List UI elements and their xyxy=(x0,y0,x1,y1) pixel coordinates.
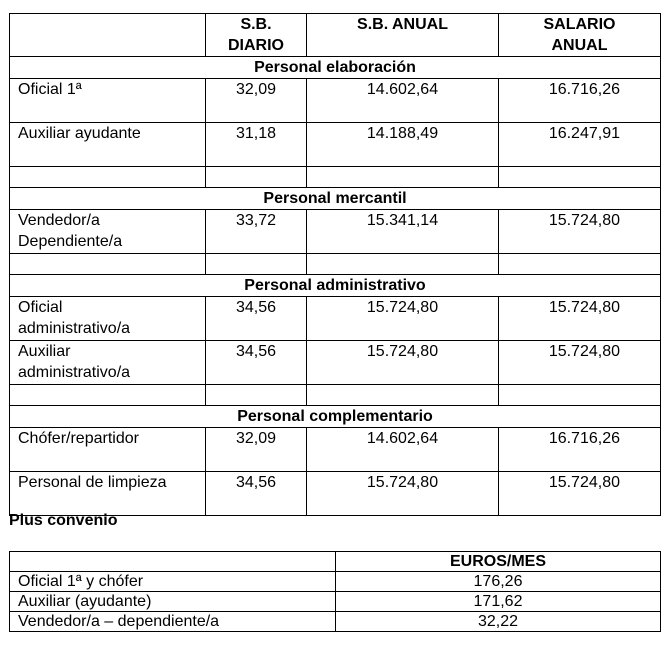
section-title: Personal complementario xyxy=(10,406,661,428)
sb-diario-cell: 34,56 xyxy=(206,297,307,341)
salario-anual-cell: 16.716,26 xyxy=(499,428,661,472)
section-row xyxy=(10,57,661,79)
empty-cell xyxy=(307,385,499,406)
table-row xyxy=(10,341,661,385)
empty-cell xyxy=(307,167,499,188)
plus-row xyxy=(10,612,661,632)
empty-cell xyxy=(10,385,206,406)
section-row xyxy=(10,406,661,428)
empty-cell xyxy=(307,254,499,275)
header-sb-anual: S.B. ANUAL xyxy=(307,14,499,57)
category-cell: Oficial administrativo/a xyxy=(10,297,206,341)
sb-diario-cell: 32,09 xyxy=(206,79,307,123)
empty-row xyxy=(10,167,661,188)
empty-row xyxy=(10,254,661,275)
empty-cell xyxy=(206,254,307,275)
sb-anual-cell: 15.341,14 xyxy=(307,210,499,254)
salario-anual-cell: 16.716,26 xyxy=(499,79,661,123)
sb-anual-cell: 15.724,80 xyxy=(307,472,499,516)
empty-cell xyxy=(206,385,307,406)
category-cell: Oficial 1ª xyxy=(10,79,206,123)
salario-anual-cell: 15.724,80 xyxy=(499,472,661,516)
category-cell: Auxiliar administrativo/a xyxy=(10,341,206,385)
sb-anual-cell: 14.188,49 xyxy=(307,123,499,167)
plus-convenio-title: Plus convenio xyxy=(9,512,118,529)
sb-anual-cell: 15.724,80 xyxy=(307,297,499,341)
empty-cell xyxy=(206,167,307,188)
table-row xyxy=(10,79,661,123)
category-cell: Chófer/repartidor xyxy=(10,428,206,472)
category-cell: Vendedor/a Dependiente/a xyxy=(10,210,206,254)
table-row xyxy=(10,210,661,254)
table-row xyxy=(10,297,661,341)
table-row xyxy=(10,472,661,516)
plus-table-body xyxy=(10,552,661,632)
plus-category-cell: Oficial 1ª y chófer xyxy=(10,572,336,592)
salario-anual-cell: 15.724,80 xyxy=(499,210,661,254)
section-title: Personal administrativo xyxy=(10,275,661,297)
category-cell: Personal de limpieza xyxy=(10,472,206,516)
empty-cell xyxy=(10,254,206,275)
plus-row xyxy=(10,592,661,612)
plus-convenio-table xyxy=(9,551,661,632)
sb-diario-cell: 32,09 xyxy=(206,428,307,472)
category-cell: Auxiliar ayudante xyxy=(10,123,206,167)
section-title: Personal elaboración xyxy=(10,57,661,79)
table-row xyxy=(10,123,661,167)
plus-header-empty-cell xyxy=(10,552,336,572)
table-row xyxy=(10,428,661,472)
plus-value-cell: 171,62 xyxy=(336,592,661,612)
sb-diario-cell: 33,72 xyxy=(206,210,307,254)
salario-anual-cell: 15.724,80 xyxy=(499,341,661,385)
salario-anual-cell: 16.247,91 xyxy=(499,123,661,167)
plus-category-cell: Vendedor/a – dependiente/a xyxy=(10,612,336,632)
sb-anual-cell: 15.724,80 xyxy=(307,341,499,385)
empty-cell xyxy=(499,385,661,406)
empty-cell xyxy=(499,254,661,275)
header-salario-anual: SALARIO ANUAL xyxy=(499,14,661,57)
salary-table-body xyxy=(10,14,661,516)
empty-cell xyxy=(499,167,661,188)
salary-table xyxy=(9,13,661,516)
salario-anual-cell: 15.724,80 xyxy=(499,297,661,341)
salary-header-row xyxy=(10,14,661,57)
plus-category-cell: Auxiliar (ayudante) xyxy=(10,592,336,612)
header-sb-diario: S.B. DIARIO xyxy=(206,14,307,57)
sb-diario-cell: 31,18 xyxy=(206,123,307,167)
sb-anual-cell: 14.602,64 xyxy=(307,428,499,472)
plus-row xyxy=(10,572,661,592)
empty-cell xyxy=(10,167,206,188)
section-title: Personal mercantil xyxy=(10,188,661,210)
plus-value-cell: 32,22 xyxy=(336,612,661,632)
header-empty-cell xyxy=(10,14,206,57)
empty-row xyxy=(10,385,661,406)
section-row xyxy=(10,275,661,297)
sb-diario-cell: 34,56 xyxy=(206,341,307,385)
plus-header-euros-mes: EUROS/MES xyxy=(336,552,661,572)
plus-header-row xyxy=(10,552,661,572)
section-row xyxy=(10,188,661,210)
sb-diario-cell: 34,56 xyxy=(206,472,307,516)
sb-anual-cell: 14.602,64 xyxy=(307,79,499,123)
plus-value-cell: 176,26 xyxy=(336,572,661,592)
